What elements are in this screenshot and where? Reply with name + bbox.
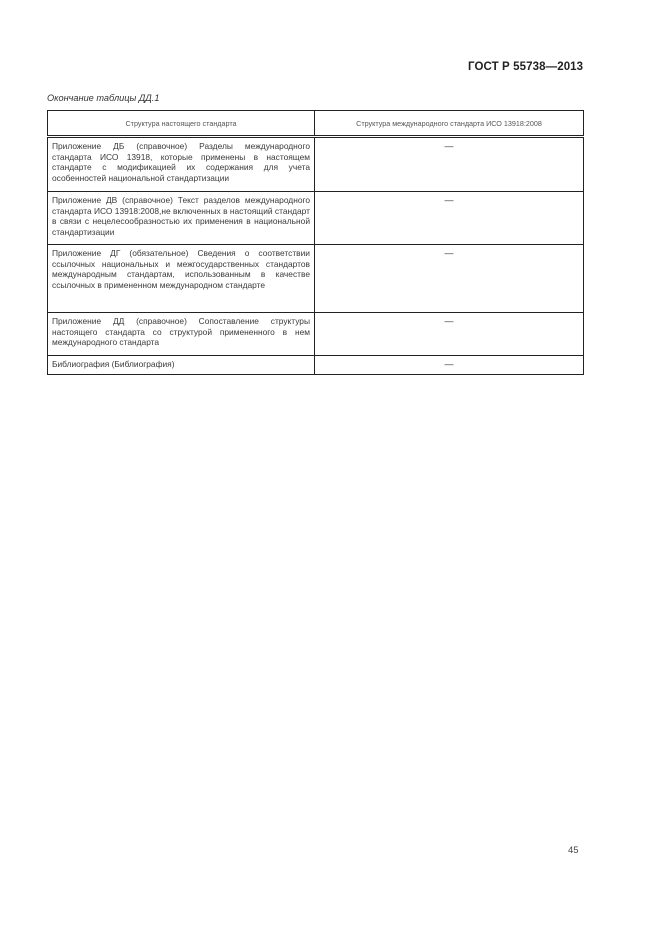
own-structure-cell <box>48 356 315 375</box>
table-row <box>48 313 584 356</box>
table-row <box>48 356 584 375</box>
table-header-row <box>48 111 584 137</box>
page-number: 45 <box>568 845 579 856</box>
international-structure-cell <box>315 137 584 192</box>
column-header-own-structure: Структура настоящего стандарта <box>48 111 315 137</box>
cell-text: Приложение ДБ (справочное) Разделы международного стандарта ИСО 13918, которые применены в настоящем стандарте с модификацией их содержания для учета особенностей национальной стандартизации <box>52 141 310 183</box>
international-structure-cell <box>315 245 584 313</box>
dash-value: — <box>444 248 454 258</box>
own-structure-cell <box>48 313 315 356</box>
cell-text: Приложение ДВ (справочное) Текст разделов международного стандарта ИСО 13918:2008,не включенных в настоящий стандарт в связи с нецелесообразностью их применения в национальной стандартизации <box>52 195 310 237</box>
own-structure-cell <box>48 245 315 313</box>
international-structure-cell <box>315 356 584 375</box>
structure-comparison-table <box>47 110 584 375</box>
own-structure-cell <box>48 192 315 245</box>
column-header-international-structure: Структура международного стандарта ИСО 13918:2008 <box>315 111 584 137</box>
document-code: ГОСТ Р 55738—2013 <box>468 61 584 73</box>
international-structure-cell <box>315 192 584 245</box>
dash-value: — <box>444 359 454 369</box>
dash-value: — <box>444 141 454 151</box>
dash-value: — <box>444 195 454 205</box>
own-structure-cell <box>48 137 315 192</box>
table-caption: Окончание таблицы ДД.1 <box>47 93 160 103</box>
cell-text: Приложение ДД (справочное) Сопоставление структуры настоящего стандарта со структурой примененного в нем международного стандарта <box>52 316 310 348</box>
cell-text: Приложение ДГ (обязательное) Сведения о соответствии ссылочных национальных и межгосударственных стандартов международным стандартам, использованным в качестве ссылочных в примененном международном стандарте <box>52 248 310 290</box>
table-row <box>48 245 584 313</box>
dash-value: — <box>444 316 454 326</box>
table-row <box>48 192 584 245</box>
table-row <box>48 137 584 192</box>
cell-text: Библиография (Библиография) <box>52 359 175 369</box>
international-structure-cell <box>315 313 584 356</box>
